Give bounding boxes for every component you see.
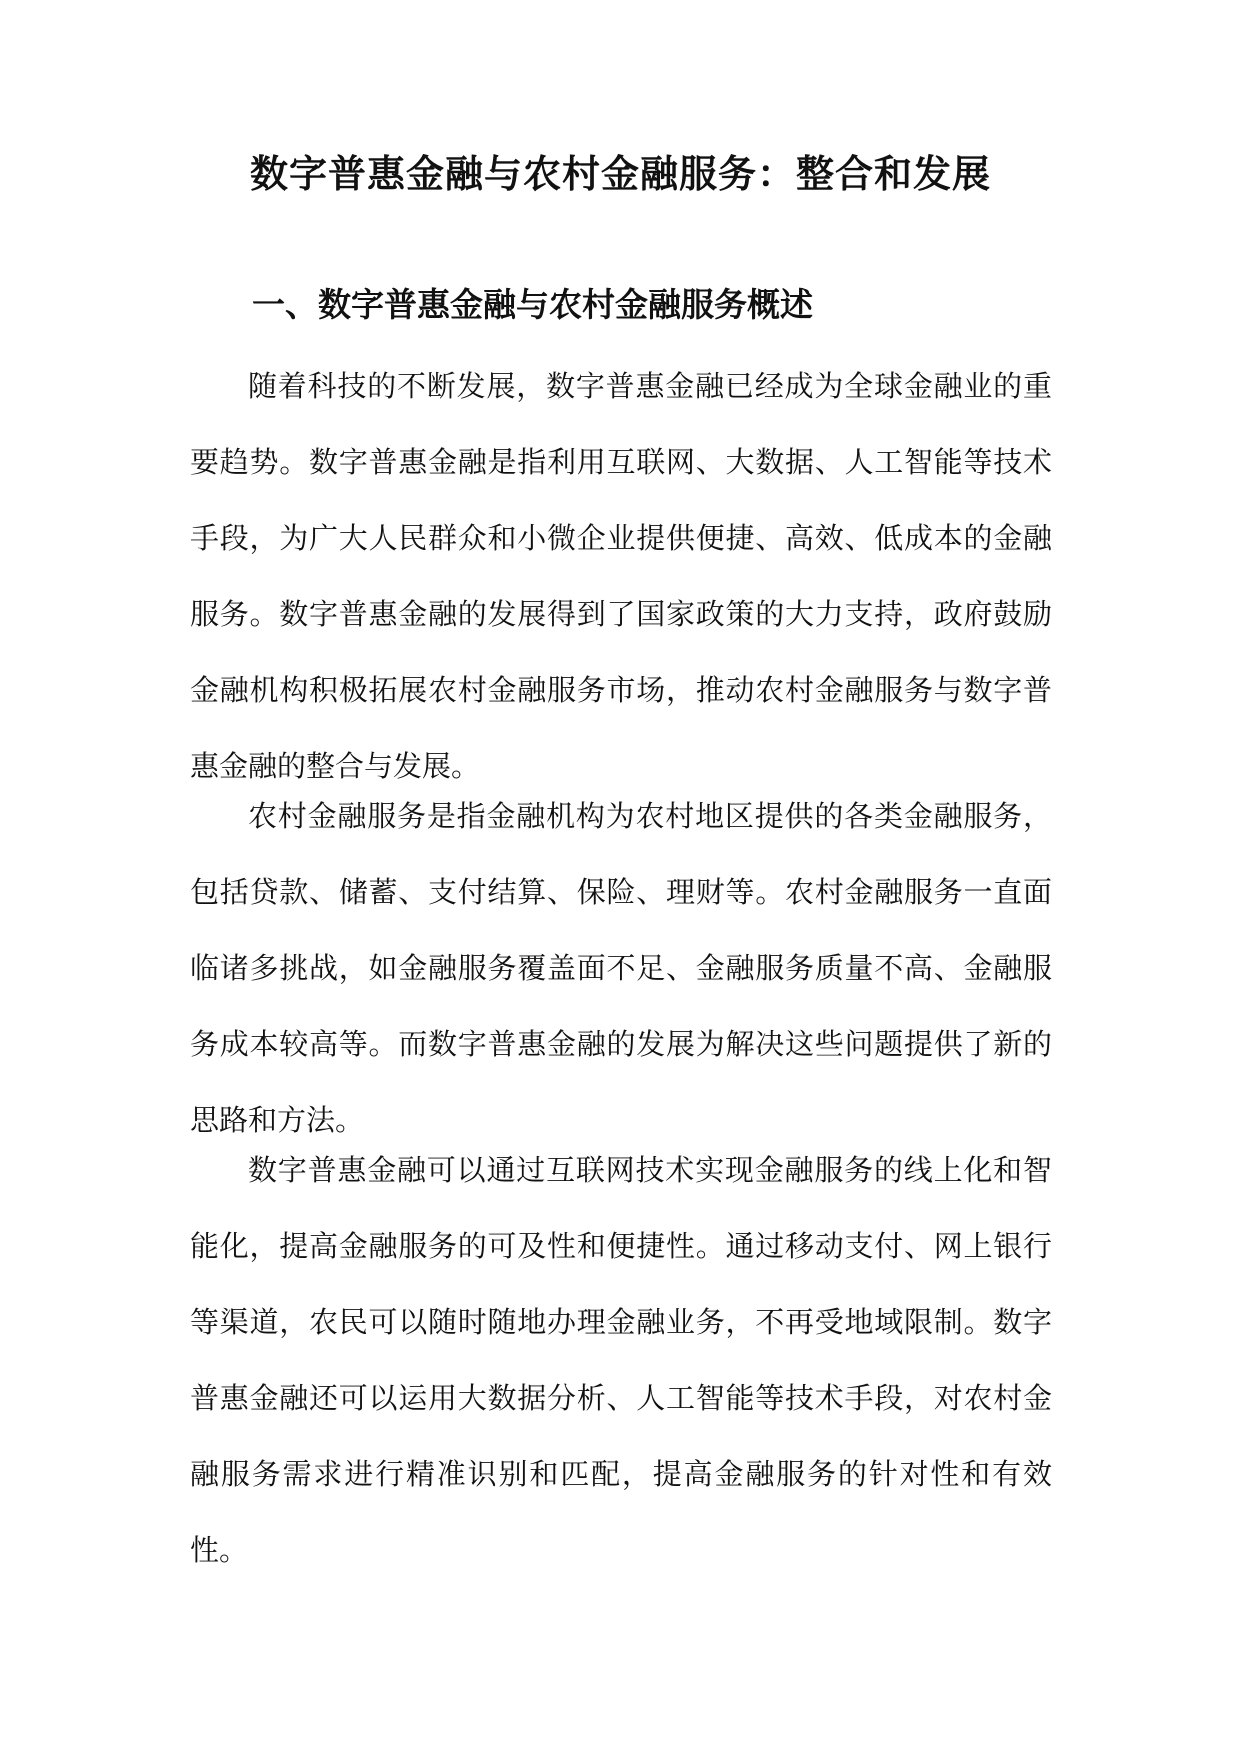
body-paragraph-3: 数字普惠金融可以通过互联网技术实现金融服务的线上化和智能化，提高金融服务的可及性和便捷性。通过移动支付、网上银行等渠道，农民可以随时随地办理金融业务，不再受地域限制。数字普惠金融还可以运用大数据分析、人工智能等技术手段，对农村金融服务需求进行精准识别和匹配，提高金融服务的针对性和有效性。: [190, 1153, 1052, 1567]
document-title: 数字普惠金融与农村金融服务：整合和发展: [249, 151, 991, 196]
body-paragraph-1: 随着科技的不断发展，数字普惠金融已经成为全球金融业的重要趋势。数字普惠金融是指利用互联网、大数据、人工智能等技术手段，为广大人民群众和小微企业提供便捷、高效、低成本的金融服务。数字普惠金融的发展得到了国家政策的大力支持，政府鼓励金融机构积极拓展农村金融服务市场，推动农村金融服务与数字普惠金融的整合与发展。: [190, 369, 1052, 783]
section-heading: 一、数字普惠金融与农村金融服务概述: [252, 285, 813, 324]
body-paragraph-2: 农村金融服务是指金融机构为农村地区提供的各类金融服务，包括贷款、储蓄、支付结算、保险、理财等。农村金融服务一直面临诸多挑战，如金融服务覆盖面不足、金融服务质量不高、金融服务成本较高等。而数字普惠金融的发展为解决这些问题提供了新的思路和方法。: [190, 799, 1052, 1137]
